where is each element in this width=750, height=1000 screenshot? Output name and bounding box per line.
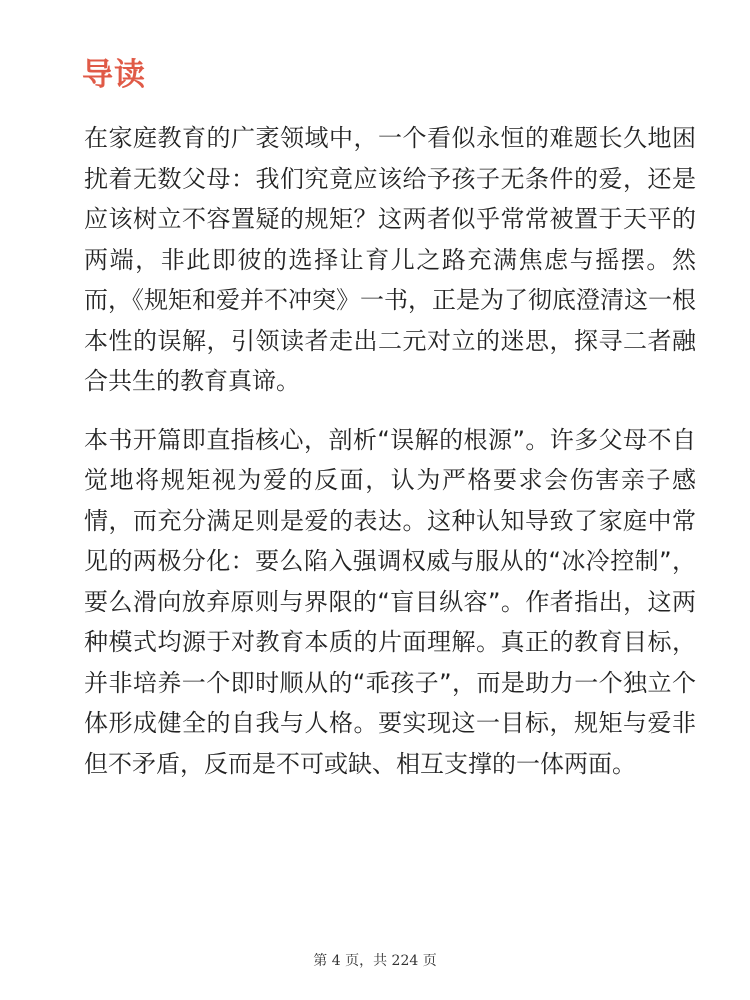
section-heading: 导读 [82, 57, 146, 93]
page-number-footer: 第 4 页，共 224 页 [313, 953, 437, 969]
paragraph-2: 本书开篇即直指核心，剖析“误解的根源”。许多父母不自觉地将规矩视为爱的反面，认为严格要求会伤害亲子感情，而充分满足则是爱的表达。这种认知导致了家庭中常见的两极分化：要么陷入强调权威与服从的“冰冷控制”，要么滑向放弃原则与界限的“盲目纵容”。作者指出，这两种模式均源于对教育本质的片面理解。真正的教育目标，并非培养一个即时顺从的“乖孩子”，而是助力一个独立个体形成健全的自我与人格。要实现这一目标，规矩与爱非但不矛盾，反而是不可或缺、相互支撑的一体两面。 [84, 425, 696, 778]
paragraph-1: 在家庭教育的广袤领域中，一个看似永恒的难题长久地困扰着无数父母：我们究竟应该给予孩子无条件的爱，还是应该树立不容置疑的规矩？这两者似乎常常被置于天平的两端，非此即彼的选择让育儿之路充满焦虑与摇摆。然而，《规矩和爱并不冲突》一书，正是为了彻底澄清这一根本性的误解，引领读者走出二元对立的迷思，探寻二者融合共生的教育真谛。 [84, 124, 696, 395]
body-text [84, 118, 696, 802]
